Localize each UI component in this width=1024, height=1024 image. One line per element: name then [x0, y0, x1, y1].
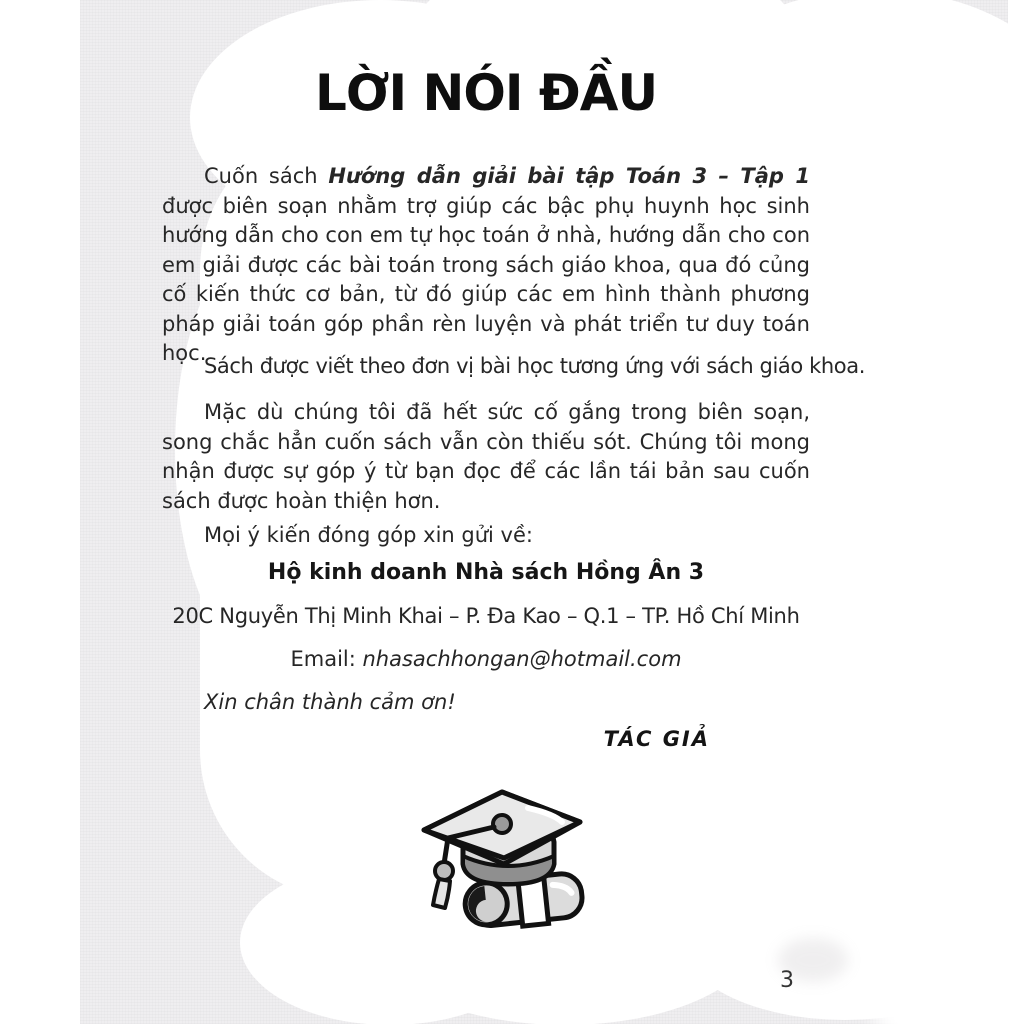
publisher-email-line: [162, 647, 810, 671]
closing-thanks: Xin chân thành cảm ơn!: [204, 690, 456, 714]
page-title: LỜI NÓI ĐẦU: [314, 64, 658, 122]
publisher-address: 20C Nguyễn Thị Minh Khai – P. Đa Kao – Q.1 – TP. Hồ Chí Minh: [172, 604, 800, 628]
paragraph-unit-note: Sách được viết theo đơn vị bài học tương ứng với sách giáo khoa.: [204, 354, 865, 378]
paragraph-feedback-invite: Mọi ý kiến đóng góp xin gửi về:: [204, 523, 533, 547]
book-title-text: Hướng dẫn giải bài tập Toán 3 – Tập 1: [328, 164, 810, 188]
email-address: nhasachhongan@hotmail.com: [362, 647, 682, 671]
paragraph-apology: Mặc dù chúng tôi đã hết sức cố gắng trong biên soạn, song chắc hẳn cuốn sách vẫn còn thiếu sót. Chúng tôi mong nhận được sự góp ý từ bạn đọc để các lần tái bản sau cuốn sách được hoàn thiện hơn.: [162, 400, 810, 513]
paragraph-intro-prefix: Cuốn sách: [204, 164, 329, 188]
paragraph-intro-rest: được biên soạn nhằm trợ giúp các bậc phụ huynh học sinh hướng dẫn cho con em tự học toán ở nhà, hướng dẫn cho con em giải được các bài toán trong sách giáo khoa, qua đó củng cố kiến thức cơ bản, từ đó giúp các em hình thành phương pháp giải toán góp phần rèn luyện và phát triển tư duy toán học.: [162, 193, 810, 365]
publisher-name: Hộ kinh doanh Nhà sách Hồng Ân 3: [267, 560, 705, 585]
email-label: Email:: [290, 647, 363, 671]
author-signature: TÁC GIẢ: [603, 727, 710, 751]
page-number: 3: [780, 968, 794, 993]
graduation-cap-icon: [408, 772, 628, 940]
paragraph-intro: [162, 162, 810, 369]
